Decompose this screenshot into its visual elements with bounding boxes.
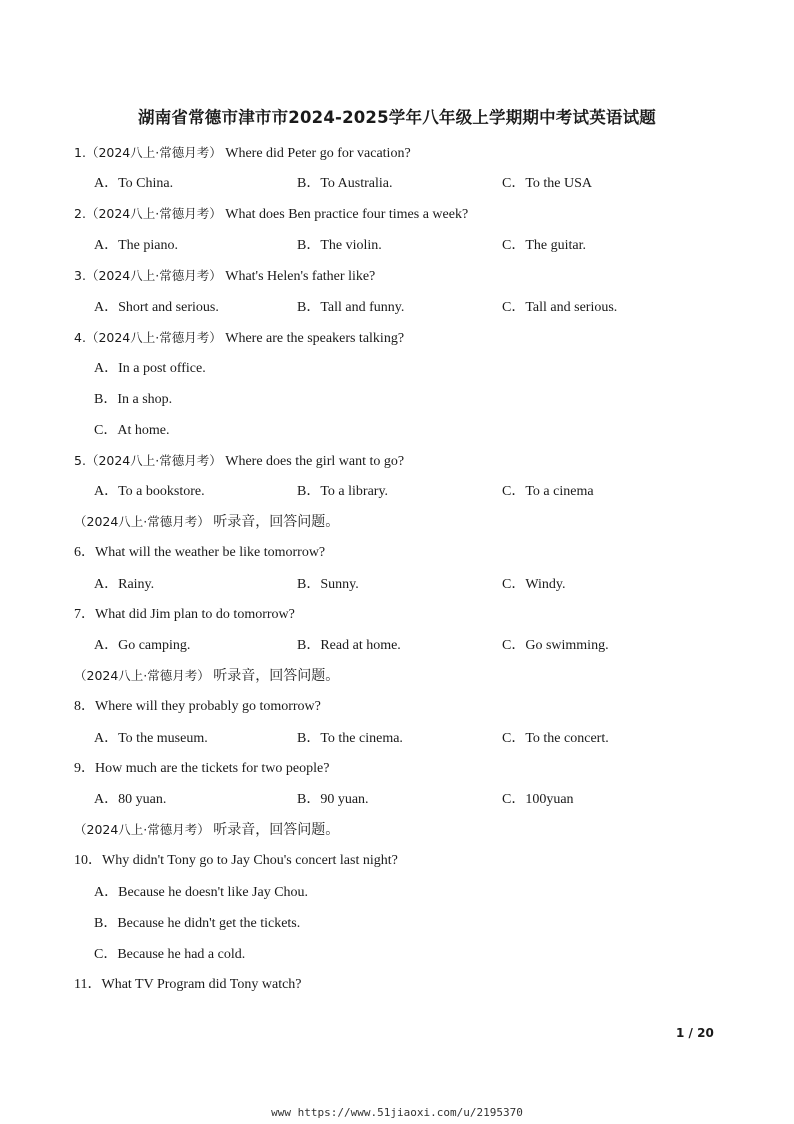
q1-option-c: C．To the USA — [502, 176, 593, 191]
q7-option-b: B．Read at home. — [297, 638, 401, 653]
q9-option-c: C．100yuan — [502, 792, 574, 807]
source-tag: （2024八上·常德月考） — [74, 822, 210, 837]
listen-prompt: 听录音，回答问题。 — [213, 669, 340, 684]
question-text: What's Helen's father like? — [225, 269, 376, 284]
section-prompt — [74, 667, 339, 686]
question-2 — [74, 205, 468, 224]
question-number: 1. — [74, 145, 86, 160]
question-3 — [74, 267, 375, 286]
listen-prompt: 听录音，回答问题。 — [213, 515, 340, 530]
q1-option-a: A．To China. — [94, 176, 174, 191]
q5-option-b: B．To a library. — [297, 484, 389, 499]
q6-option-a: A．Rainy. — [94, 577, 155, 592]
q3-option-c: C．Tall and serious. — [502, 300, 618, 315]
q5-option-a: A．To a bookstore. — [94, 484, 205, 499]
question-11: 11．What TV Program did Tony watch? — [74, 977, 302, 992]
q4-option-b: B．In a shop. — [94, 392, 173, 407]
q6-option-c: C．Windy. — [502, 577, 566, 592]
listen-prompt: 听录音，回答问题。 — [213, 823, 340, 838]
section-prompt — [74, 513, 339, 532]
question-10: 10．Why didn't Tony go to Jay Chou's concert last night? — [74, 853, 398, 868]
q4-option-a: A．In a post office. — [94, 361, 206, 376]
question-text: What does Ben practice four times a week? — [225, 207, 469, 222]
question-7: 7．What did Jim plan to do tomorrow? — [74, 607, 295, 622]
q4-option-c: C．At home. — [94, 423, 170, 438]
q9-option-b: B．90 yuan. — [297, 792, 369, 807]
question-number: 4. — [74, 330, 86, 345]
q2-option-c: C．The guitar. — [502, 238, 586, 253]
question-4 — [74, 329, 404, 348]
question-9: 9．How much are the tickets for two people? — [74, 761, 330, 776]
q10-option-a: A．Because he doesn't like Jay Chou. — [94, 885, 309, 900]
source-tag: （2024八上·常德月考） — [85, 206, 222, 221]
q2-option-a: A．The piano. — [94, 238, 178, 253]
source-tag: （2024八上·常德月考） — [85, 268, 222, 283]
question-6: 6．What will the weather be like tomorrow? — [74, 545, 326, 560]
q10-option-c: C．Because he had a cold. — [94, 947, 246, 962]
q9-option-a: A．80 yuan. — [94, 792, 167, 807]
q8-option-b: B．To the cinema. — [297, 731, 403, 746]
source-tag: （2024八上·常德月考） — [74, 514, 210, 529]
q1-option-b: B．To Australia. — [297, 176, 393, 191]
q3-option-a: A．Short and serious. — [94, 300, 219, 315]
q6-option-b: B．Sunny. — [297, 577, 359, 592]
page-number: 1 / 20 — [676, 1026, 714, 1040]
question-text: Where does the girl want to go? — [225, 454, 405, 469]
question-text: Where did Peter go for vacation? — [225, 146, 411, 161]
source-tag: （2024八上·常德月考） — [85, 145, 222, 160]
source-tag: （2024八上·常德月考） — [74, 668, 210, 683]
question-text: Where are the speakers talking? — [225, 331, 405, 346]
section-prompt — [74, 821, 339, 840]
document-title: 湖南省常德市津市市2024-2025学年八年级上学期期中考试英语试题 — [138, 108, 656, 127]
question-5 — [74, 452, 404, 471]
q7-option-a: A．Go camping. — [94, 638, 191, 653]
q10-option-b: B．Because he didn't get the tickets. — [94, 916, 301, 931]
q5-option-c: C．To a cinema — [502, 484, 594, 499]
question-number: 2. — [74, 206, 86, 221]
question-8: 8．Where will they probably go tomorrow? — [74, 699, 321, 714]
source-tag: （2024八上·常德月考） — [85, 330, 222, 345]
source-tag: （2024八上·常德月考） — [85, 453, 222, 468]
q8-option-a: A．To the museum. — [94, 731, 208, 746]
q3-option-b: B．Tall and funny. — [297, 300, 405, 315]
q8-option-c: C．To the concert. — [502, 731, 609, 746]
question-number: 5. — [74, 453, 86, 468]
q7-option-c: C．Go swimming. — [502, 638, 609, 653]
footer-url[interactable]: www https://www.51jiaoxi.com/u/2195370 — [271, 1106, 523, 1119]
q2-option-b: B．The violin. — [297, 238, 382, 253]
question-number: 3. — [74, 268, 86, 283]
question-1 — [74, 144, 411, 163]
